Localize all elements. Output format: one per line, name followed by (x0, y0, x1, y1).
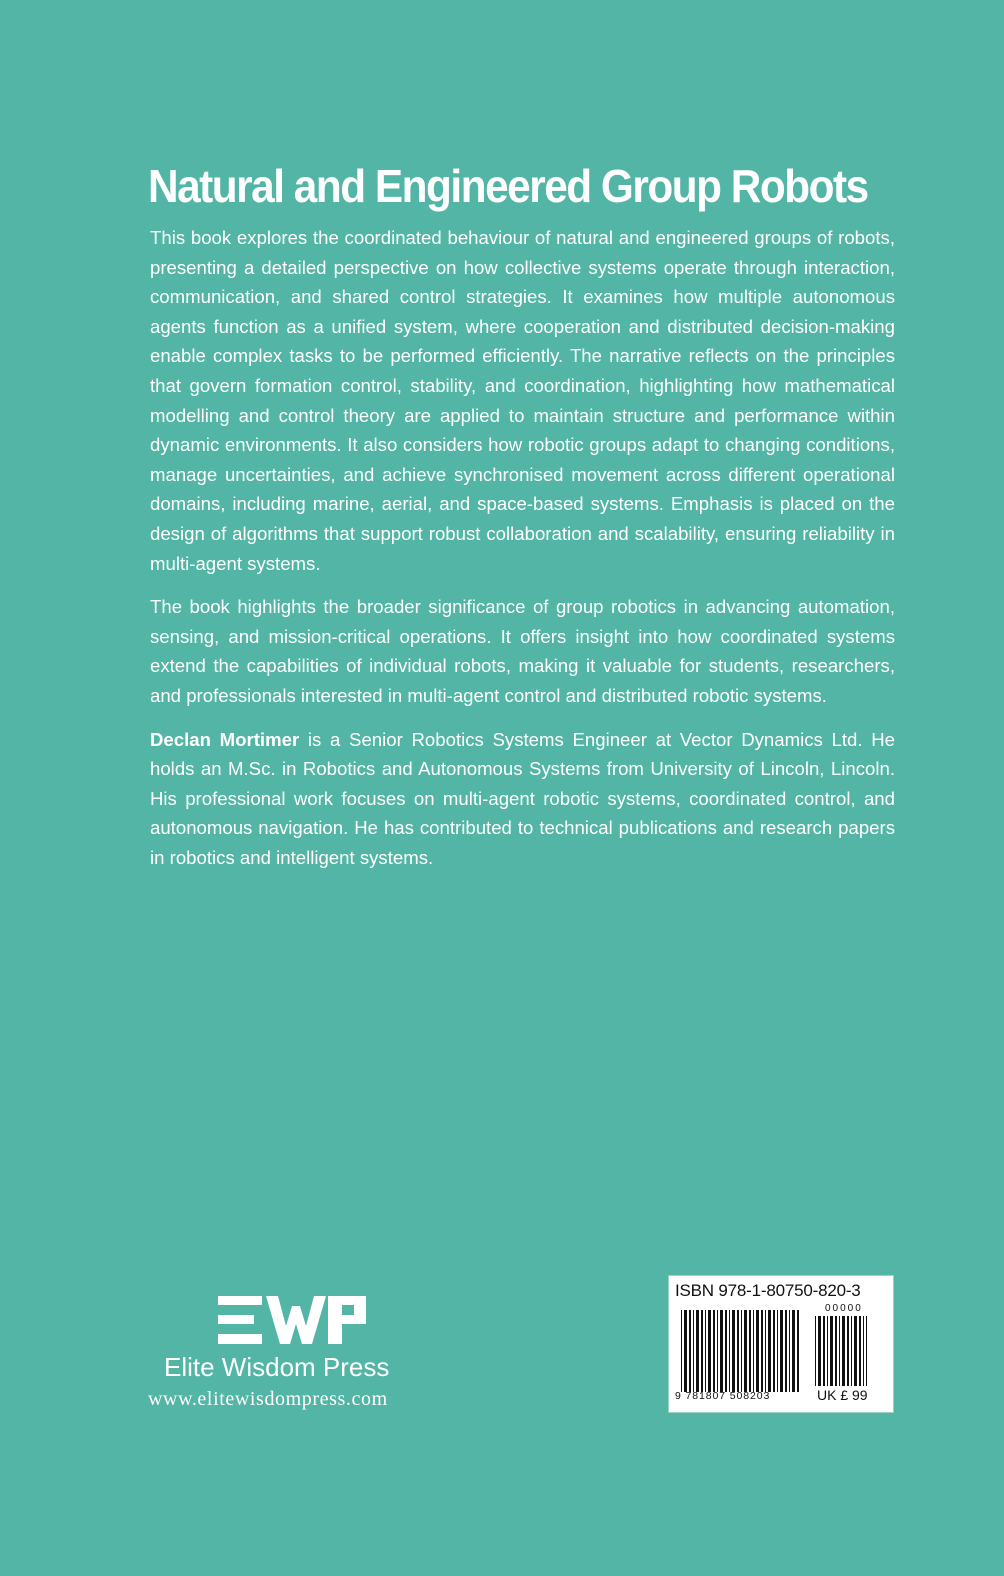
barcode-bar (681, 1310, 682, 1392)
barcode-bar (773, 1310, 775, 1392)
price-label: UK £ 99 (817, 1387, 868, 1403)
barcode-bar (732, 1310, 735, 1392)
blurb-paragraph-1: This book explores the coordinated behaviour of natural and engineered groups of robots, presenting a detailed perspective on how collective systems operate through interaction, communication, and shared control strategies. It examines how multiple autonomous agents function as a unified system, where cooperation and distributed decision-making enable complex tasks to be performed efficiently. The narrative reflects on the principles that govern formation control, stability, and coordination, highlighting how mathematical modelling and control theory are applied to maintain structure and performance within dynamic environments. It also considers how robotic groups adapt to changing conditions, manage uncertainties, and achieve synchronised movement across different operational domains, including marine, aerial, and space-based systems. Emphasis is placed on the design of algorithms that support robust collaboration and scalability, ensuring reliability in multi-agent systems. (150, 227, 895, 574)
barcode-bar (737, 1310, 739, 1392)
barcode-bar (765, 1310, 766, 1392)
barcode-bar (842, 1316, 845, 1386)
barcode-bar (851, 1316, 852, 1386)
ewp-logo-mark-icon (218, 1296, 366, 1346)
barcode-bar (866, 1316, 867, 1386)
barcode-bar (789, 1310, 790, 1392)
barcode-bar (744, 1310, 747, 1392)
barcode-bar (725, 1310, 727, 1392)
barcode-bar (756, 1310, 759, 1392)
author-bio-text: is a Senior Robotics Systems Engineer at Vector Dynamics Ltd. He holds an M.Sc. in Robotics and Autonomous Systems from University of Lincoln, Lincoln. His professional work focuses on multi-agent robotic systems, coordinated control, and autonomous navigation. He has contributed to technical publications and research papers in robotics and intelligent systems. (150, 728, 895, 868)
barcode-bar (713, 1310, 715, 1392)
barcode-bar (696, 1310, 699, 1392)
barcode-bar (780, 1310, 783, 1392)
blurb-paragraph-2: The book highlights the broader significance of group robotics in advancing automation, sensing, and mission-critical operations. It offers insight into how coordinated systems extend the capabilities of individual robots, making it valuable for students, researchers, and professionals interested in multi-agent control and distributed robotic systems. (150, 596, 895, 706)
barcode-bar (753, 1310, 754, 1392)
barcode-bar (859, 1316, 861, 1386)
barcode-bar (729, 1310, 730, 1392)
barcode-bar (830, 1316, 833, 1386)
barcode-bar (693, 1310, 694, 1392)
barcode-bar (792, 1310, 795, 1392)
barcode-bar (815, 1316, 816, 1386)
publisher-logo (148, 1290, 438, 1420)
barcode-bar (823, 1316, 825, 1386)
isbn-label: ISBN 978-1-80750-820-3 (675, 1281, 861, 1300)
barcode-bar (705, 1310, 706, 1392)
author-bio (150, 725, 895, 873)
barcode-bar (818, 1316, 821, 1386)
barcode-bar (741, 1310, 742, 1392)
barcode-bar (701, 1310, 703, 1392)
author-name: Declan Mortimer (150, 728, 300, 750)
barcode-bar (777, 1310, 778, 1392)
barcode-bar (768, 1310, 771, 1392)
barcode-bar (684, 1310, 687, 1392)
publisher-name: Elite Wisdom Press (164, 1352, 390, 1382)
barcode-bar (785, 1310, 787, 1392)
barcode-bar (835, 1316, 837, 1386)
barcode-bar (854, 1316, 857, 1386)
barcode-bar (863, 1316, 864, 1386)
barcode-bar (708, 1310, 711, 1392)
barcode-bar (720, 1310, 723, 1392)
barcode-bar (847, 1316, 849, 1386)
barcode-bar (827, 1316, 828, 1386)
barcode-bar (761, 1310, 763, 1392)
barcode-bar (689, 1310, 691, 1392)
book-title: Natural and Engineered Group Robots (148, 160, 868, 212)
barcode-bar (717, 1310, 718, 1392)
barcode-bar (749, 1310, 751, 1392)
isbn-barcode (668, 1275, 894, 1413)
barcode-bar (797, 1310, 799, 1392)
publisher-website: www.elitewisdompress.com (148, 1388, 388, 1410)
barcode-digits: 9 781807 508203 (675, 1390, 771, 1402)
blurb (150, 223, 895, 886)
barcode-bar (839, 1316, 840, 1386)
barcode-addon-digits: 00000 (825, 1303, 863, 1314)
